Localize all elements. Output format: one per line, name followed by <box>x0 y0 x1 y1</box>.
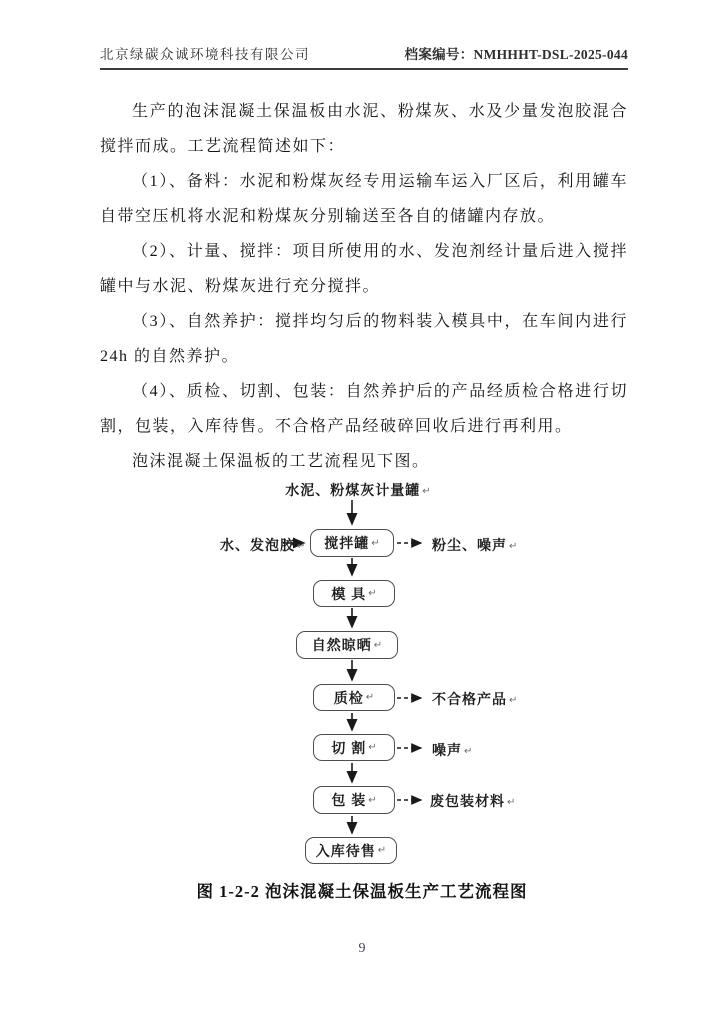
company-name: 北京绿碳众诚环境科技有限公司 <box>100 47 310 62</box>
body-text <box>100 94 628 479</box>
flow-box-packaging: 包 装 ↵ <box>313 786 395 814</box>
paragraph-mark-icon: ↵ <box>509 695 518 706</box>
flow-box-quality-check: 质检 ↵ <box>313 684 395 711</box>
paragraph-mark-icon: ↵ <box>368 588 377 599</box>
flow-box-mold: 模 具 ↵ <box>313 580 395 607</box>
paragraph-figure-lead: 泡沫混凝土保温板的工艺流程见下图。 <box>132 453 430 470</box>
process-flowchart <box>0 478 724 878</box>
paragraph-mark-icon: ↵ <box>373 639 383 651</box>
paragraph-mark-icon: ↵ <box>371 537 380 549</box>
paragraph-mark-icon: ↵ <box>507 797 516 808</box>
flow-box-storage-for-sale: 入库待售 ↵ <box>305 837 397 864</box>
flow-box-natural-drying: 自然晾晒 ↵ <box>296 631 398 659</box>
paragraph-mark-icon: ↵ <box>368 742 377 753</box>
paragraph-mark-icon: ↵ <box>377 845 387 856</box>
archive-number: 档案编号：NMHHHT-DSL-2025-044 <box>404 47 628 62</box>
emission-dust-noise: 粉尘、噪声 ↵ <box>432 537 518 553</box>
paragraph-step4: （4）、质检、切割、包装：自然养护后的产品经质检合格进行切割，包装，入库待售。不合格产品经破碎回收后进行再利用。 <box>100 383 628 435</box>
flow-input-water-foaming-agent: 水、发泡胶 ↵ <box>220 537 306 553</box>
paragraph-mark-icon: ↵ <box>464 746 473 757</box>
emission-noise: 噪声 ↵ <box>432 742 473 758</box>
paragraph-step3: （3）、自然养护：搅拌均匀后的物料装入模具中，在车间内进行 24h 的自然养护。 <box>100 313 628 365</box>
paragraph-intro: 生产的泡沫混凝土保温板由水泥、粉煤灰、水及少量发泡胶混合搅拌而成。工艺流程简述如下： <box>100 103 628 155</box>
paragraph-mark-icon: ↵ <box>368 794 377 806</box>
flow-box-cutting: 切 割 ↵ <box>313 734 395 761</box>
flow-box-mixing-tank: 搅拌罐 ↵ <box>310 529 394 557</box>
paragraph-mark-icon: ↵ <box>509 541 518 552</box>
paragraph-mark-icon: ↵ <box>297 541 306 552</box>
page-header <box>100 42 628 70</box>
emission-rejected-products: 不合格产品 ↵ <box>432 691 518 707</box>
emission-waste-packaging: 废包装材料 ↵ <box>430 793 516 809</box>
paragraph-step1: （1）、备料：水泥和粉煤灰经专用运输车运入厂区后，利用罐车自带空压机将水泥和粉煤灰分别输送至各自的储罐内存放。 <box>100 173 628 225</box>
paragraph-mark-icon: ↵ <box>422 486 431 497</box>
page-number: 9 <box>358 941 366 956</box>
paragraph-step2: （2）、计量、搅拌：项目所使用的水、发泡剂经计量后进入搅拌罐中与水泥、粉煤灰进行充分搅拌。 <box>100 243 628 295</box>
paragraph-mark-icon: ↵ <box>365 692 375 703</box>
figure-caption: 图 1-2-2 泡沫混凝土保温板生产工艺流程图 <box>196 882 528 901</box>
flow-input-metering-tanks: 水泥、粉煤灰计量罐 ↵ <box>285 482 431 498</box>
